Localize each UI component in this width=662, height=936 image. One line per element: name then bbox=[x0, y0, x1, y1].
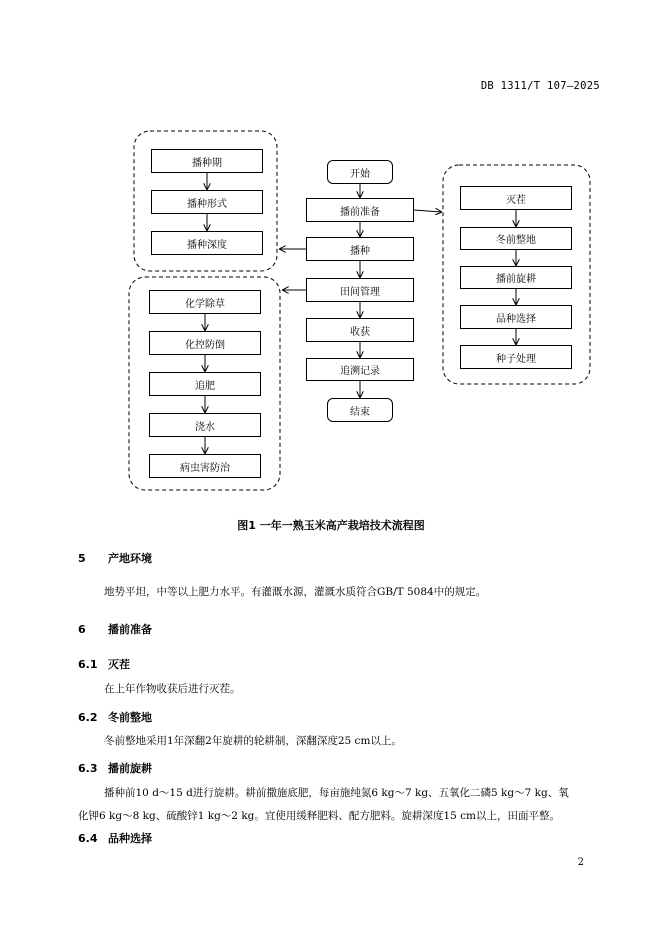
flow-sowing: 播种 bbox=[306, 237, 414, 261]
rotary-tillage: 播前旋耕 bbox=[460, 266, 572, 289]
subsection-heading: 6.2 冬前整地 bbox=[78, 711, 152, 724]
subsection-heading: 6.1 灭茬 bbox=[78, 658, 130, 671]
chemical-weeding: 化学除草 bbox=[149, 290, 261, 314]
section-paragraph: 地势平坦，中等以上肥力水平。有灌溉水源，灌溉水质符合GB/T 5084中的规定。 bbox=[104, 586, 487, 598]
section-paragraph-line: 化钾6 kg～8 kg、硫酸锌1 kg～2 kg。宜使用缓释肥料、配方肥料。旋耕深度15 cm以上，田面平整。 bbox=[78, 810, 560, 822]
subsection-heading: 6.4 品种选择 bbox=[78, 832, 152, 845]
section-heading: 6 播前准备 bbox=[78, 623, 152, 636]
flow-pre-sowing-prep: 播前准备 bbox=[306, 198, 414, 222]
seed-treatment: 种子处理 bbox=[460, 345, 572, 369]
lodging-control: 化控防倒 bbox=[149, 331, 261, 355]
figure-caption: 图1 一年一熟玉米高产栽培技术流程图 bbox=[237, 519, 425, 532]
section-paragraph: 冬前整地采用1年深翻2年旋耕的轮耕制，深翻深度25 cm以上。 bbox=[104, 735, 402, 747]
document-code: DB 1311/T 107—2025 bbox=[480, 80, 600, 92]
flow-traceability-record: 追溯记录 bbox=[306, 358, 414, 381]
stubble-removal: 灭茬 bbox=[460, 186, 572, 210]
pest-control: 病虫害防治 bbox=[149, 454, 261, 478]
topdressing: 追肥 bbox=[149, 372, 261, 396]
subsection-heading: 6.3 播前旋耕 bbox=[78, 762, 152, 775]
flow-end: 结束 bbox=[327, 398, 393, 422]
variety-selection: 品种选择 bbox=[460, 305, 572, 329]
section-paragraph-line: 播种前10 d～15 d进行旋耕。耕前撒施底肥，每亩施纯氮6 kg～7 kg、五氧化二磷5 kg～7 kg、氧 bbox=[104, 787, 569, 799]
sowing-form: 播种形式 bbox=[151, 190, 263, 214]
flow-field-management: 田间管理 bbox=[306, 278, 414, 302]
section-heading: 5 产地环境 bbox=[78, 552, 152, 565]
irrigation: 浇水 bbox=[149, 413, 261, 437]
sowing-period: 播种期 bbox=[151, 149, 263, 173]
flow-start: 开始 bbox=[327, 160, 393, 184]
sowing-depth: 播种深度 bbox=[151, 231, 263, 255]
winter-land-prep: 冬前整地 bbox=[460, 227, 572, 250]
section-paragraph: 在上年作物收获后进行灭茬。 bbox=[104, 683, 241, 695]
flow-harvest: 收获 bbox=[306, 318, 414, 342]
page-number: 2 bbox=[577, 857, 584, 868]
